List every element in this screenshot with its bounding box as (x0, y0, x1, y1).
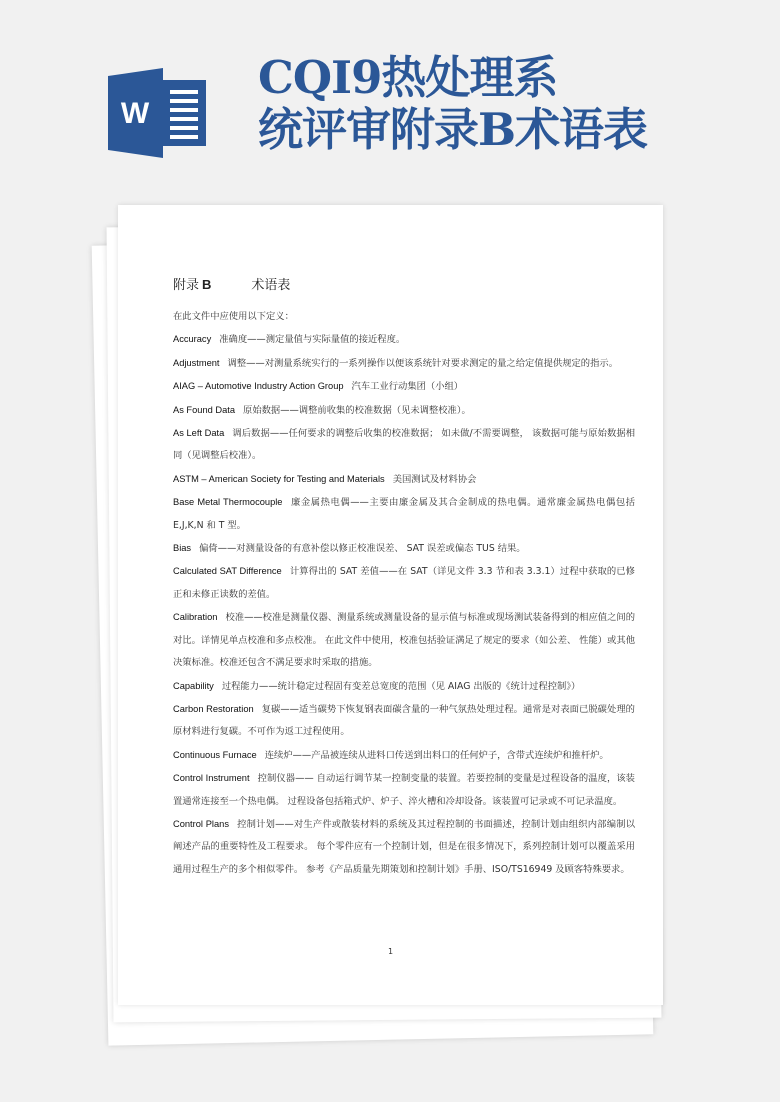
glossary-entry (173, 744, 635, 767)
glossary-entry (173, 560, 635, 606)
glossary-definition: 计算得出的 SAT 差值——在 SAT（详见文件 3.3 节和表 3.3.1）过程中获取的已修正和未修正读数的差值。 (173, 566, 635, 600)
glossary-term: Bias (173, 543, 192, 554)
glossary-definition: 美国测试及材料协会 (392, 473, 477, 485)
heading-title: 术语表 (251, 278, 291, 293)
word-icon (108, 68, 208, 158)
glossary-term: Base Metal Thermocouple (173, 497, 283, 508)
glossary-term: Accuracy (173, 334, 212, 345)
glossary-definition: 调整——对测量系统实行的一系列操作以便该系统针对要求测定的量之给定值提供规定的指示。 (227, 357, 618, 369)
glossary-entry (173, 767, 635, 813)
glossary-definition: 连续炉——产品被连续从进料口传送到出料口的任何炉子，含带式连续炉和推杆炉。 (264, 749, 609, 761)
glossary-definition: 校准——校准是测量仪器、测量系统或测量设备的显示值与标准或现场测试装备得到的相应值之间的对比。详情见单点校准和多点校准。 在此文件中使用，校准包括验证满足了规定的要求（如公差、 性能）或其他决策标准。校准还包含不满足要求时采取的措施。 (173, 612, 635, 669)
glossary-entry (173, 328, 635, 351)
glossary-term: Control Instrument (173, 773, 250, 784)
glossary-definition: 准确度——测定量值与实际量值的接近程度。 (219, 334, 406, 346)
glossary-entry (173, 352, 635, 375)
document-page (118, 205, 663, 1005)
title-line-2: 统评审附录B术语表 (258, 103, 648, 156)
glossary-definition: 汽车工业行动集团（小组） (351, 381, 464, 393)
glossary-entry (173, 698, 635, 744)
glossary-entry (173, 375, 635, 398)
glossary-definition: 调后数据——任何要求的调整后收集的校准数据； 如未做/不需要调整， 该数据可能与原始数据相同（见调整后校准）。 (173, 428, 635, 462)
glossary-term: As Found Data (173, 404, 236, 415)
intro-text: 在此文件中应使用以下定义： (173, 311, 294, 322)
glossary-term: AIAG – Automotive Industry Action Group (173, 381, 344, 392)
glossary-entry (173, 675, 635, 698)
glossary-entry (173, 813, 635, 881)
glossary-definition: 控制计划——对生产件或散装材料的系统及其过程控制的书面描述，控制计划由组织内部编制以阐述产品的重要特性及工程要求。 每个零件应有一个控制计划，但是在很多情况下，系列控制计划可以覆盖采用通用过程生产的多个相似零件。 参考《产品质量先期策划和控制计划》手册、ISO/TS16949 及顾客特殊要求。 (173, 818, 635, 875)
glossary-entry (173, 606, 635, 674)
page-number: 1 (387, 947, 394, 956)
banner-title (258, 52, 647, 156)
title-line-1: CQI9热处理系 (258, 51, 558, 104)
glossary-entry (173, 537, 635, 560)
glossary-definition: 原始数据——调整前收集的校准数据（见未调整校准）。 (243, 404, 471, 416)
glossary-term: As Left Data (173, 428, 225, 439)
glossary-term: Continuous Furnace (173, 749, 257, 760)
glossary-definition: 过程能力——统计稳定过程固有变差总宽度的范围（见 AIAG 出版的《统计过程控制》） (221, 680, 581, 692)
glossary-entry (173, 422, 635, 468)
glossary-term: Capability (173, 680, 214, 691)
glossary-definition: 复碳——适当碳势下恢复钢表面碳含量的一种气氛热处理过程。通常是对表面已脱碳处理的原材料进行复碳。不可作为返工过程使用。 (173, 703, 635, 738)
glossary-term: ASTM – American Society for Testing and Materials (173, 473, 385, 484)
glossary-entry (173, 491, 635, 537)
glossary-term: Carbon Restoration (173, 703, 254, 714)
document-heading (173, 275, 635, 296)
glossary-term: Control Plans (173, 818, 229, 829)
glossary-definition: 廉金属热电偶——主要由廉金属及其合金制成的热电偶。通常廉金属热电偶包括 E,J,K,N 和 T 型。 (173, 497, 635, 531)
svg-text:W: W (120, 97, 150, 130)
glossary-definition: 控制仪器—— 自动运行调节某一控制变量的装置。若要控制的变量是过程设备的温度，该装置通常连接至一个热电偶。 过程设备包括箱式炉、炉子、淬火槽和冷却设备。该装置可记录或不可记录温度。 (173, 773, 635, 807)
glossary-entry (173, 399, 635, 422)
glossary-definition: 偏倚——对测量设备的有意补偿以修正校准误差、 SAT 误差或偏态 TUS 结果。 (199, 543, 526, 555)
glossary-term: Calibration (173, 612, 218, 623)
glossary-entry (173, 468, 635, 491)
glossary-term: Calculated SAT Difference (173, 566, 282, 577)
glossary-term: Adjustment (173, 357, 220, 368)
document-content (173, 275, 635, 881)
heading-letter: B (202, 277, 212, 292)
heading-prefix: 附录 (173, 278, 200, 293)
